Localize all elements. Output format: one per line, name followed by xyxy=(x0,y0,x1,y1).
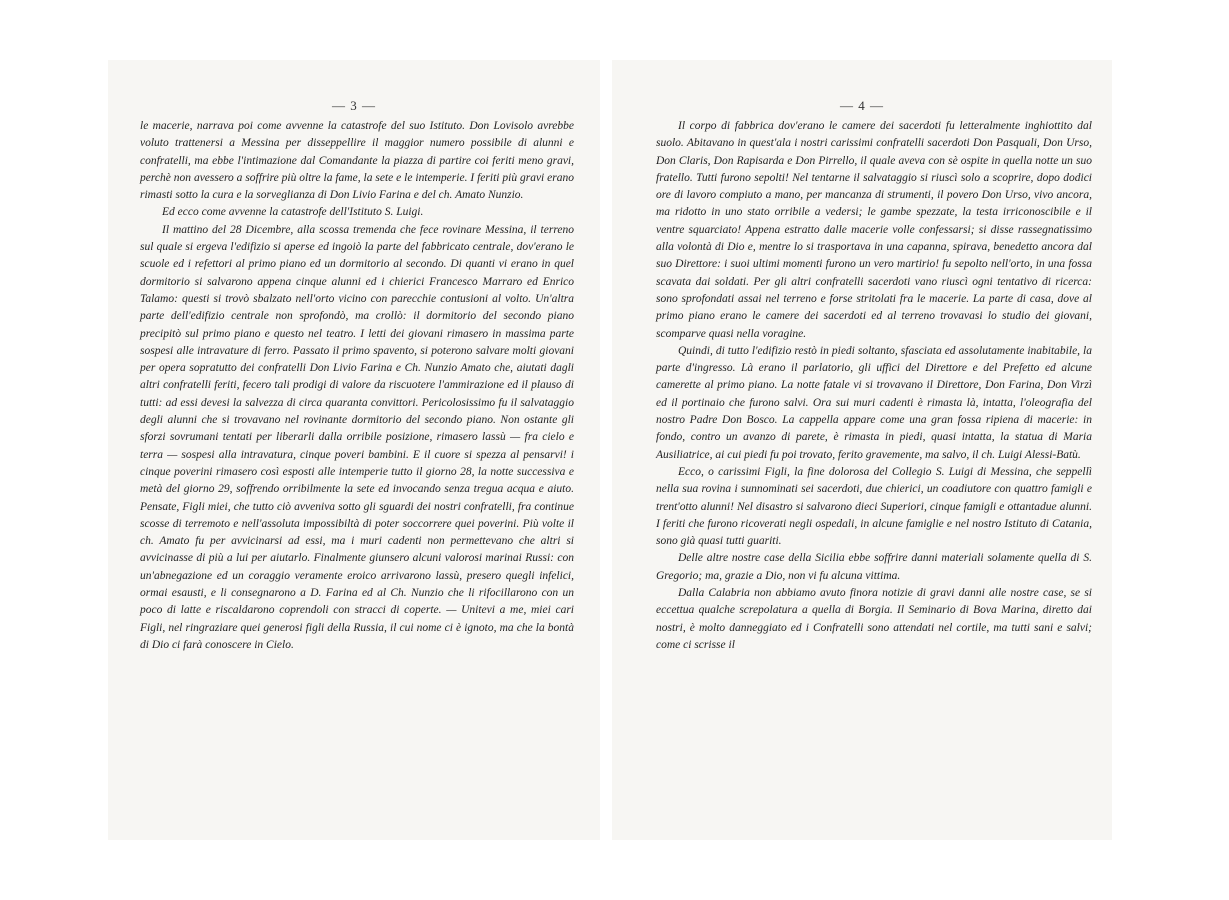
paragraph: Delle altre nostre case della Sicilia ebbe soffrire danni materiali solamente quella di S. Gregorio; ma, grazie a Dio, non vi fu alcuna vittima. xyxy=(656,552,1092,582)
page-number-right: — 4 — xyxy=(840,98,884,113)
paragraph: le macerie, narrava poi come avvenne la catastrofe del suo Istituto. Don Lovisolo avrebbe voluto trattenersi a Messina per disseppellire il maggior numero possibile di alunni e confratelli, ma ebbe l'intimazione dal Comandante la piazza di partire coi feriti meno gravi, perchè non avessero a soffrire più oltre la fame, la sete e le intemperie. I feriti più gravi erano rimasti sotto la cura e la sorveglianza di Don Livio Farina e del ch. Amato Nunzio. xyxy=(140,120,574,202)
left-page xyxy=(108,60,600,840)
paragraph: Il mattino del 28 Dicembre, alla scossa tremenda che fece rovinare Messina, il terreno sul quale si ergeva l'edifizio si aperse ed ingoiò la parte del fabbricato centrale, dov'erano le scuole ed i refettori al primo piano ed un dormitorio al secondo. Di quanti vi erano in quel dormitorio si salvarono appena cinque alunni ed i chierici Francesco Marraro ed Enrico Talamo: questi si trovò sbalzato nell'orto vicino con parecchie contusioni al volto. Un'altra parte dell'edifizio centrale non sprofondò, ma crollò: il dormitorio del secondo piano precipitò sul primo piano e questo nel teatro. I letti dei giovani rimasero in massima parte sospesi alle intravature di ferro. Passato il primo spavento, si poterono salvare molti giovani per opera sopratutto dei confratelli Don Livio Farina e Ch. Nunzio Amato che, aiutati dagli altri confratelli feriti, fecero tali prodigi di valore da riscuotere l'ammirazione ed il plauso di tutti: ad essi devesi la salvezza di circa quaranta convittori. Pericolosissimo fu il salvataggio degli alunni che si trovavano nel rovinante dormitorio del secondo piano. Non ostante gli sforzi sovrumani tentati per liberarli dalla orribile posizione, rimasero lassù — fra cielo e terra — sospesi alla intravatura, cinque poveri bambini. E il cuore si spezza al pensarvi! i cinque poverini rimasero così esposti alle intemperie tutto il giorno 28, la notte successiva e metà del giorno 29, soffrendo orribilmente la sete ed invocando senza tregua acqua e aiuto. Pensate, Figli miei, che tutto ciò avveniva sotto gli sguardi dei nostri confratelli, fra continue scosse di terremoto e nell'assoluta impossibiltà di poter soccorrere quei poverini. Più volte il ch. Amato fu per avvicinarsi ad essi, ma i muri cadenti non permettevano che altri si avvicinasse di più a lui per aiutarlo. Finalmente giunsero alcuni valorosi marinai Russi: con un'abnegazione ed un coraggio veramente eroico arrivarono lassù, presero quegli infelici, ormai esausti, e li consegnarono a D. Farina ed al Ch. Nunzio che li rifocillarono con un poco di latte e riscaldarono coprendoli con stracci di coperte. — Unitevi a me, miei cari Figli, nel ringraziare quei generosi figli della Russia, il cui nome ci è ignoto, ma che la bontà di Dio ci farà conoscere in Cielo. xyxy=(140,223,574,651)
paragraph: Quindi, di tutto l'edifizio restò in piedi soltanto, sfasciata ed assolutamente inabitabile, la parte d'ingresso. Là erano il parlatorio, gli uffici del Direttore e del Prefetto ed alcune camerette al primo piano. La notte fatale vi si trovavano il Direttore, Don Farina, Don Virzì ed il portinaio che furono salvi. Ora sui muri cadenti è rimasta là, intatta, l'oleografia del nostro Padre Don Bosco. La cappella appare come una gran fossa ripiena di macerie: in fondo, contro un avanzo di parete, è rimasta in piedi, quasi intatta, la statua di Maria Ausiliatrice, ai cui piedi fu poi trovato, ferito gravemente, ma salvo, il ch. Luigi Alessi-Batù. xyxy=(656,344,1092,461)
left-page-text xyxy=(140,118,574,654)
paragraph: Ecco, o carissimi Figli, la fine dolorosa del Collegio S. Luigi di Messina, che seppellì nella sua rovina i sunnominati sei sacerdoti, due chierici, un coadiutore con quattro famigli e trent'otto alunni! Nel disastro si salvarono dieci Superiori, cinque famigli e ottantadue alunni. I feriti che furono ricoverati negli ospedali, in alcune famiglie e nel nostro Istituto di Catania, sono già quasi tutti guariti. xyxy=(656,465,1092,548)
right-page-text xyxy=(656,118,1092,654)
page-number-left: — 3 — xyxy=(332,98,376,113)
paragraph: Ed ecco come avvenne la catastrofe dell'Istituto S. Luigi. xyxy=(162,206,424,219)
paragraph: Dalla Calabria non abbiamo avuto finora notizie di gravi danni alle nostre case, se si eccettua qualche screpolatura a quella di Borgia. Il Seminario di Bova Marina, diretto dai nostri, è molto danneggiato ed i Confratelli sono attendati nel cortile, ma tutti sani e salvi; come ci scrisse il xyxy=(656,587,1092,651)
paragraph: Il corpo di fabbrica dov'erano le camere dei sacerdoti fu letteralmente inghiottito dal suolo. Abitavano in quest'ala i nostri carissimi confratelli sacerdoti Don Pasquali, Don Urso, Don Claris, Don Rapisarda e Don Pirrello, il quale aveva con sè ospite in quella notte un suo fratello. Tutti furono sepolti! Nel tentarne il salvataggio si riuscì solo a scoprire, dopo dodici ore di lavoro compiuto a mano, per mancanza di strumenti, il povero Don Urso, vivo ancora, ma ridotto in uno stato orribile a vedersi; le gambe spezzate, la testa irriconoscibile e il ventre squarciato! Appena estratto dalle macerie volle confessarsi; si disse rassegnatissimo alla volontà di Dio e, mentre lo si trasportava in una capanna, spirava, benedetto ancora dal suo Direttore: i suoi ultimi momenti furono un vero martirio! fu sepolto nell'orto, in una fossa scavata dai soldati. Per gli altri confratelli sacerdoti vano riuscì ogni tentativo di ricerca: sono sprofondati assai nel terreno e forse stritolati fra le macerie. La parte di casa, dove al primo piano erano le camere dei sacerdoti ed al terreno trovavasi lo studio dei giovani, scomparve quasi nella voragine. xyxy=(656,120,1092,340)
right-page xyxy=(612,60,1112,840)
